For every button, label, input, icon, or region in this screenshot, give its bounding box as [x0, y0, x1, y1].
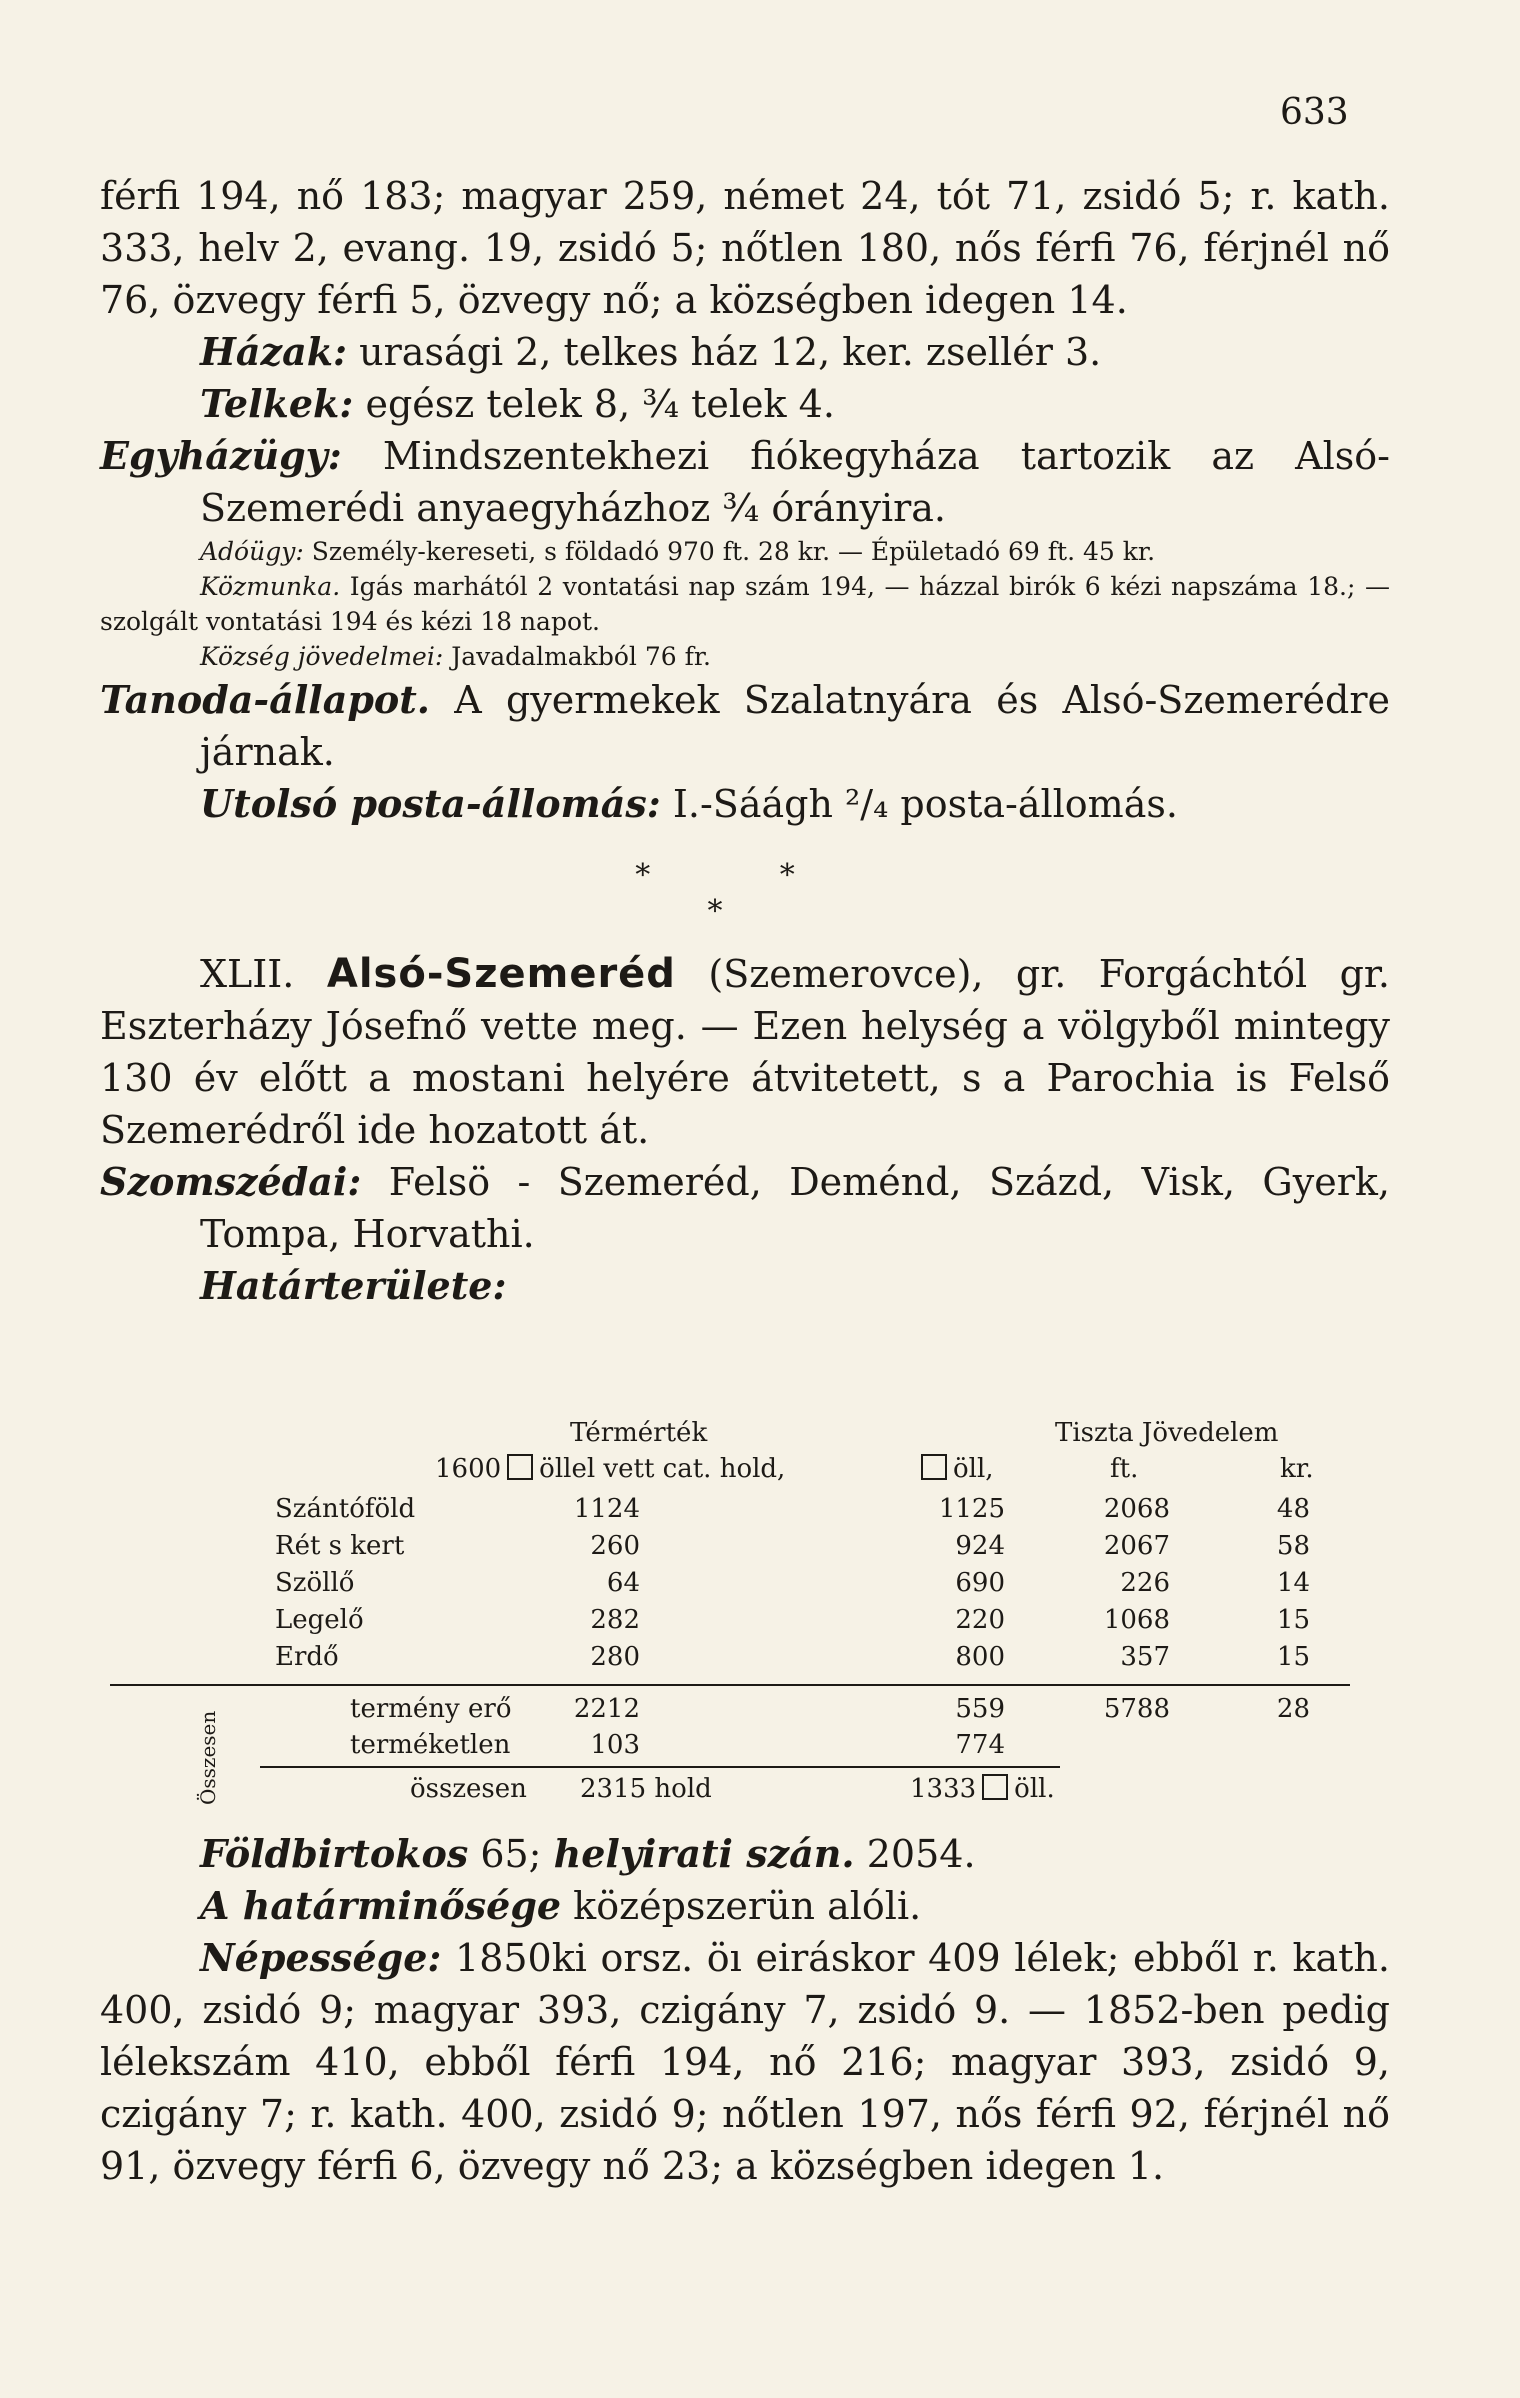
table-row: [150, 1605, 1390, 1639]
paragraph-foldbirtokos: [100, 1828, 1390, 1880]
helyirat-label: helyirati szán.: [553, 1831, 855, 1876]
square-icon: [921, 1454, 947, 1480]
jov-label: Község jövedelmei:: [200, 642, 444, 671]
paragraph-tanoda: [100, 674, 1390, 778]
cell-name: Rét s kert: [275, 1531, 405, 1561]
cell-ft: 1068: [1103, 1605, 1170, 1635]
hazak-label: Házak:: [200, 329, 348, 374]
xlii-number: XLII.: [200, 952, 327, 996]
kozm-text: Igás marhától 2 vontatási nap szám 194, — házzal birók 6 kézi napszáma 18.; — szolgált vontatási 194 és kézi 18 napot.: [100, 572, 1390, 636]
cell-name: Szöllő: [275, 1568, 355, 1598]
tanoda-text: A gyermekek Szalatnyára és Alsó-Szemerédre járnak.: [200, 678, 1390, 774]
head-1600: [435, 1454, 785, 1484]
paragraph-minoseg: [100, 1880, 1390, 1932]
cell-hold: 280: [590, 1642, 640, 1672]
paragraph-nepesseg: [100, 1932, 1390, 2192]
nepesseg-label: Népessége:: [200, 1935, 442, 1980]
posta-label: Utolsó posta-állomás:: [200, 781, 661, 826]
cell-oll: 559: [955, 1694, 1005, 1724]
paragraph-ado: [100, 534, 1390, 569]
cell-name: termény erő: [350, 1694, 512, 1724]
minoseg-label: A határminősége: [200, 1883, 562, 1928]
cell-hold: 64: [606, 1568, 640, 1598]
cell-oll: 924: [955, 1531, 1005, 1561]
cell-hold: 103: [590, 1730, 640, 1760]
table-head-2: [150, 1454, 1390, 1488]
table-rule-1: [110, 1684, 1350, 1686]
xlii-text: (Szemerovce), gr. Forgáchtól gr. Eszterházy Jósefnő vette meg. — Ezen helység a völgyből mintegy 130 év előtt a mostani helyére átvitetett, s a Parochia is Felső Szemerédről ide hozatott át.: [100, 952, 1390, 1152]
cell-oll: 690: [955, 1568, 1005, 1598]
side-label-osszesen: Összesen: [196, 1710, 220, 1806]
posta-text: I.-Sáágh ²/₄ posta-állomás.: [660, 782, 1178, 826]
page-number: 633: [1280, 92, 1349, 133]
xlii-name: Alsó-Szemeréd: [326, 951, 676, 997]
table-head-1: [150, 1418, 1390, 1452]
cell-kr: 15: [1276, 1642, 1310, 1672]
paragraph-posta: [100, 778, 1390, 830]
hazak-text: urasági 2, telkes ház 12, ker. zsellér 3.: [347, 330, 1102, 374]
tanoda-label: Tanoda-állapot.: [100, 677, 431, 722]
cell-kr: 14: [1276, 1568, 1310, 1598]
paragraph-egyhaz: [100, 430, 1390, 534]
egyhaz-label: Egyházügy:: [100, 433, 342, 478]
egyhaz-text: Mindszentekhezi fiókegyháza tartozik az Alsó-Szemerédi anyaegyházhoz ¾ órányira.: [200, 434, 1390, 530]
head-termertek: Térmérték: [570, 1418, 708, 1448]
total-label: összesen: [410, 1774, 527, 1804]
section-divider: [100, 858, 1390, 930]
stars-bottom: *: [707, 894, 783, 929]
lower-text: [100, 1828, 1390, 2192]
ado-label: Adóügy:: [200, 537, 304, 566]
head-1600-text: 1600: [435, 1454, 502, 1484]
total-unit: öll.: [1014, 1774, 1055, 1804]
head-hold-text: öllel vett cat. hold,: [539, 1454, 786, 1484]
cell-oll: 800: [955, 1642, 1005, 1672]
cell-hold: 1124: [573, 1494, 640, 1524]
cell-ft: 226: [1120, 1568, 1170, 1598]
cell-ft: 2068: [1103, 1494, 1170, 1524]
szomsz-label: Szomszédai:: [100, 1159, 362, 1204]
cell-name: terméketlen: [350, 1730, 511, 1760]
paragraph-szomszedai: [100, 1156, 1390, 1260]
paragraph-xlii: [100, 948, 1390, 1156]
szomsz-text: Felsö - Szemeréd, Deménd, Százd, Visk, Gyerk, Tompa, Horvathi.: [200, 1160, 1390, 1256]
cell-oll: 220: [955, 1605, 1005, 1635]
cell-kr: 48: [1276, 1494, 1310, 1524]
telkek-text: egész telek 8, ¾ telek 4.: [353, 382, 835, 426]
paragraph-kozmunka: [100, 569, 1390, 639]
table-row: [150, 1531, 1390, 1565]
foldbirt-label: Földbirtokos: [200, 1831, 469, 1876]
square-icon: [507, 1454, 533, 1480]
cell-kr: 28: [1276, 1694, 1310, 1724]
cell-ft: 2067: [1103, 1531, 1170, 1561]
foldbirt-text: 65;: [468, 1832, 554, 1876]
upper-text: [100, 170, 1390, 1312]
paragraph-jovedelem: [100, 639, 1390, 674]
cell-hold: 260: [590, 1531, 640, 1561]
jov-text: Javadalmakból 76 fr.: [443, 642, 711, 671]
table-row: [150, 1642, 1390, 1676]
square-icon: [982, 1774, 1008, 1800]
cell-name: Szántóföld: [275, 1494, 416, 1524]
cell-oll: 774: [955, 1730, 1005, 1760]
table-row: [150, 1568, 1390, 1602]
total-hold: 2315 hold: [580, 1774, 712, 1804]
paragraph-population: férfi 194, nő 183; magyar 259, német 24, tót 71, zsidó 5; r. kath. 333, helv 2, evang. 19, zsidó 5; nőtlen 180, nős férfi 76, férjnél nő 76, özvegy férfi 5, özvegy nő; a községben idegen 14.: [100, 174, 1390, 322]
cell-kr: 15: [1276, 1605, 1310, 1635]
cell-ft: 357: [1120, 1642, 1170, 1672]
cell-name: Legelő: [275, 1605, 364, 1635]
head-oll-text: öll,: [953, 1454, 994, 1484]
paragraph-hazak: [100, 326, 1390, 378]
cell-name: Erdő: [275, 1642, 339, 1672]
cell-oll: 1125: [938, 1494, 1005, 1524]
telkek-label: Telkek:: [200, 381, 354, 426]
helyirat-text: 2054.: [854, 1832, 976, 1876]
head-oll: [915, 1454, 994, 1484]
kozm-label: Közmunka.: [200, 572, 341, 601]
table-row: [150, 1730, 1390, 1764]
head-kr: kr.: [1280, 1454, 1314, 1484]
cell-ft: 5788: [1103, 1694, 1170, 1724]
head-ft: ft.: [1110, 1454, 1139, 1484]
total-oll: [910, 1774, 1055, 1804]
table-row: [150, 1694, 1390, 1728]
total-oll-value: 1333: [910, 1774, 977, 1804]
nepesseg-text: 1850ki orsz. öı eiráskor 409 lélek; ebből r. kath. 400, zsidó 9; magyar 393, czigány 7, zsidó 9. — 1852-ben pedig lélekszám 410, ebből férfi 194, nő 216; magyar 393, zsidó 9, czigány 7; r. kath. 400, zsidó 9; nőtlen 197, nős férfi 92, férjnél nő 91, özvegy férfi 6, özvegy nő 23; a községben idegen 1.: [100, 1936, 1390, 2188]
minoseg-text: középszerün alóli.: [561, 1884, 922, 1928]
table-rule-2: [260, 1766, 1060, 1768]
total-row: [150, 1774, 1390, 1808]
hatar-label: Határterülete:: [200, 1263, 507, 1308]
paragraph-hatar: [100, 1260, 1390, 1312]
cell-hold: 2212: [573, 1694, 640, 1724]
cell-hold: 282: [590, 1605, 640, 1635]
head-jovedelem: Tiszta Jövedelem: [1055, 1418, 1279, 1448]
cell-kr: 58: [1276, 1531, 1310, 1561]
table-row: [150, 1494, 1390, 1528]
ado-text: Személy-kereseti, s földadó 970 ft. 28 kr. — Épületadó 69 ft. 45 kr.: [303, 537, 1156, 566]
paragraph-telkek: [100, 378, 1390, 430]
stars-top: * *: [635, 858, 855, 893]
